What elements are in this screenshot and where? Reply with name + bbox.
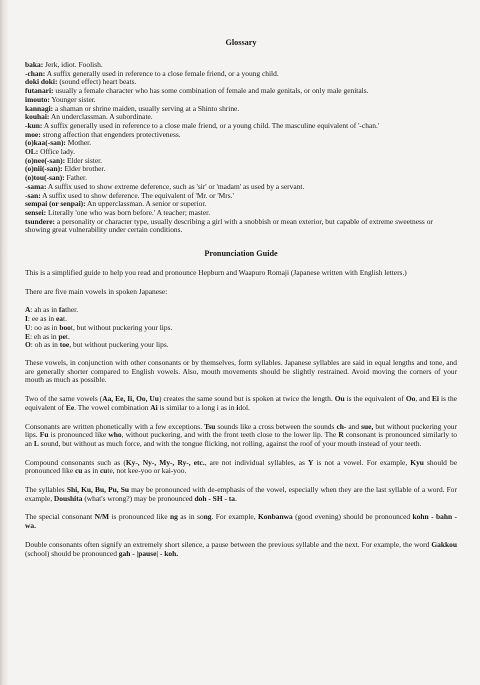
vowel-example: toe — [59, 340, 70, 350]
glossary-definition: a shaman or shrine maiden, usually serving at a Shinto shrine. — [53, 103, 240, 113]
bold-run: Konbanwa — [258, 512, 293, 522]
vowel-example: pe — [58, 331, 66, 341]
glossary-entry — [25, 165, 457, 174]
text-run: is pronounced like — [48, 430, 109, 440]
bold-run: ng — [169, 512, 178, 522]
glossary-term: (o)tou(-san): — [25, 173, 65, 183]
text-run: ) creates the same sound but is spoken at twice the length. — [158, 394, 335, 404]
glossary-definition: An upperclassman. A senior or superior. — [85, 199, 207, 209]
bold-run: Tsu — [204, 421, 216, 431]
book-page — [25, 38, 457, 568]
spacer — [25, 296, 457, 306]
glossary-term: OL: — [25, 147, 39, 157]
vowel-text: ther. — [65, 305, 79, 315]
glossary-term: kannagi: — [25, 103, 54, 113]
text-run: as in so — [177, 512, 204, 522]
bold-run: Ky-, Ny-, My-, Ry-, etc. — [125, 457, 205, 467]
text-run: may be pronounced with de-emphasis of the vowel, especially when they are the last syllable of a word. For example, — [25, 485, 457, 503]
bold-run: Oo — [405, 394, 416, 404]
text-run: . — [235, 493, 237, 503]
text-run: The syllables — [25, 485, 67, 495]
glossary-definition: a personality or character type, usually describing a girl with a snobbish or mean exterior, but capable of extreme sweetness or showing great vulnerability under certain conditions. — [25, 216, 433, 235]
vowel-text: : ah as in — [30, 305, 59, 315]
bold-run: Ei — [431, 394, 439, 404]
pronunciation-guide-title: Pronunciation Guide — [204, 249, 278, 259]
vowel-list — [25, 288, 457, 350]
glossary-term: (o)nee(-san): — [25, 155, 66, 165]
glossary-term: sempai (or senpai): — [25, 199, 86, 209]
bold-run: sue, — [361, 421, 374, 431]
glossary-term: sensei: — [25, 207, 47, 217]
glossary-list — [25, 61, 457, 235]
glossary-definition: A suffix used to show deference. The equivalent of 'Mr. or 'Mrs.' — [40, 190, 234, 200]
vowel-text: , but without puckering your lips. — [69, 340, 169, 350]
vowel-letter: E — [25, 331, 30, 341]
text-run: sound, but without as much force, and with the tongue flicking, not rolling, against the roof of your mouth instead of your teeth. — [38, 438, 422, 448]
bold-run: ng — [203, 512, 212, 522]
bold-run: R — [338, 430, 344, 440]
glossary-term: -chan: — [25, 68, 46, 78]
bold-run: who — [108, 430, 122, 440]
bold-run: doh - SH - ta — [194, 493, 235, 503]
glossary-definition: Mother. — [65, 138, 92, 148]
glossary-definition: Father. — [64, 173, 87, 183]
vowel-example: fa — [58, 305, 66, 315]
text-run: Two of the same vowels ( — [25, 394, 103, 404]
bold-run: cu — [99, 466, 108, 476]
vowel-line — [25, 306, 457, 315]
bold-run: Gakkou — [431, 539, 457, 549]
vowels-intro: There are five main vowels in spoken Japanese: — [25, 286, 168, 296]
glossary-term: futanari: — [25, 86, 54, 96]
bold-run: gah - |pause| - koh. — [118, 548, 179, 558]
bold-run: i — [236, 402, 239, 412]
glossary-definition: Jerk, idiot. Foolish. — [43, 60, 103, 69]
vowel-text: t. — [65, 331, 70, 341]
bold-run: ch- — [336, 421, 347, 431]
glossary-term: (o)nii(-san): — [25, 164, 63, 174]
vowel-example: boo — [59, 322, 71, 332]
text-run: is pronounced like — [109, 512, 170, 522]
scan-shadow-edge — [0, 0, 9, 685]
text-run: te, not kee-yoo or kai-yoo. — [107, 466, 187, 476]
text-run: and — [346, 421, 362, 431]
bold-run: N/M — [94, 512, 110, 522]
glossary-definition: Office lady. — [38, 147, 75, 157]
bold-run: kohn - bahn - wa. — [25, 512, 457, 531]
bold-run: Fu — [39, 430, 49, 440]
text-run: as in — [82, 466, 100, 476]
glossary-definition: An underclassman. A subordinate. — [49, 112, 153, 122]
glossary-definition: A suffix generally used in reference to a close male friend, or a young child. The masculine equivalent of '-chan.' — [42, 120, 380, 130]
vowel-text: : oh as in — [30, 340, 60, 350]
bold-run: Ou — [334, 394, 345, 404]
glossary-definition: Elder sister. — [65, 155, 103, 165]
text-run: (good evening) should be pronounced — [292, 512, 413, 522]
text-run: Compound consonants such as ( — [25, 457, 126, 467]
glossary-term: -san: — [25, 190, 41, 200]
compound-consonants-paragraph — [25, 459, 457, 476]
bold-run: Y — [308, 457, 314, 467]
guide-intro-paragraph: This is a simplified guide to help you read and pronounce Hepburn and Waapuro Romaji (Japanese written with English letters.) — [25, 268, 407, 278]
bold-run: Aa, Ee, Ii, Oo, Uu — [102, 394, 159, 404]
special-consonant-paragraph — [25, 513, 457, 530]
glossary-term: doki doki: — [25, 77, 58, 87]
vowel-text: : eh as in — [29, 331, 59, 341]
glossary-title: Glossary — [225, 38, 257, 47]
vowel-text: t, but without puckering your lips. — [70, 322, 173, 332]
vowel-letter: U — [25, 322, 31, 332]
glossary-definition: A suffix generally used in reference to a close female friend, or a young child. — [45, 68, 279, 78]
glossary-term: baka: — [25, 60, 44, 69]
text-run: Double consonants often signify an extremely short silence, a pause between the previous syllable and the next. For example, the word — [25, 539, 432, 549]
devoicing-paragraph — [25, 486, 457, 503]
text-run: The special consonant — [25, 512, 95, 522]
bold-run: Shi, Ku, Bu, Pu, Su — [66, 485, 129, 495]
bold-run: Ai — [150, 402, 158, 412]
text-run: sounds like a cross between the sounds — [215, 421, 337, 431]
text-run: consonant is pronounced similarly to an — [25, 430, 457, 448]
text-run: (what's wrong?) may be pronounced — [82, 493, 195, 503]
vowel-letter: O — [25, 340, 31, 350]
text-run: is the equivalent of — [25, 394, 457, 412]
text-run: (school) should be pronounced — [25, 548, 119, 558]
text-run: is similar to a long i as in — [157, 402, 237, 412]
vowel-text: : ee as in — [27, 314, 56, 324]
text-run: . The vowel combination — [74, 402, 151, 412]
text-run: . For example, — [211, 512, 258, 522]
bold-run: Kyu — [410, 457, 424, 467]
glossary-term: imouto: — [25, 94, 50, 104]
glossary-term: kouhai: — [25, 112, 50, 122]
glossary-definition: Elder brother. — [62, 164, 106, 174]
glossary-definition: usually a female character who has some combination of female and male genitals, or only male genitals. — [53, 86, 369, 96]
glossary-entry — [25, 218, 457, 235]
glossary-term: tsundere: — [25, 216, 56, 226]
glossary-definition: Literally 'one who was born before.' A teacher; master. — [46, 207, 211, 217]
text-run: but without puckering your lips. — [25, 421, 457, 440]
bold-run: Doushita — [53, 493, 83, 503]
vowel-text: : oo as in — [30, 322, 60, 332]
text-run: dol. — [238, 402, 250, 412]
bold-run: cu — [74, 466, 83, 476]
text-run: is not a vowel. For example, — [313, 457, 411, 467]
consonants-paragraph — [25, 423, 457, 449]
double-consonants-paragraph — [25, 541, 457, 558]
vowel-text: t. — [63, 314, 67, 324]
vowel-letter: I — [25, 314, 28, 324]
glossary-definition: (sound effect) heart beats. — [57, 77, 137, 87]
glossary-entry — [25, 139, 457, 148]
glossary-definition: A suffix used to show extreme deference, such as 'sir' or 'madam' as used by a servant. — [46, 181, 305, 191]
text-run: Consonants are written phonetically with a few exceptions. — [25, 421, 205, 431]
glossary-term: -sama: — [25, 181, 47, 191]
glossary-term: moe: — [25, 129, 41, 139]
vowel-line — [25, 341, 457, 350]
double-vowels-paragraph — [25, 395, 457, 412]
text-run: , are not individual syllables, as — [204, 457, 308, 467]
text-run: is the equivalent of — [344, 394, 406, 404]
text-run: , without puckering, and with the front teeth close to the lower lip. The — [121, 430, 339, 440]
glossary-definition: strong affection that engenders protectiveness. — [40, 129, 181, 139]
bold-run: L — [33, 438, 39, 448]
vowel-line — [25, 324, 457, 333]
glossary-definition: Younger sister. — [49, 94, 96, 104]
glossary-term: (o)kaa(-san): — [25, 138, 66, 148]
glossary-term: -kun: — [25, 120, 43, 130]
bold-run: Ee — [65, 402, 75, 412]
text-run: , and — [415, 394, 432, 404]
vowel-letter: A — [25, 305, 31, 315]
syllables-paragraph: These vowels, in conjunction with other consonants or by themselves, form syllables. Japanese syllables are said in equal lengths and tone, and are generally shorter compared to English vowels. Also, mouth movements should be slightly restrained. Avoid moving the corners of your mouth as much as possible. — [25, 357, 457, 385]
vowel-example: ea — [56, 314, 64, 324]
text-run: should be pronounced like — [25, 457, 457, 476]
